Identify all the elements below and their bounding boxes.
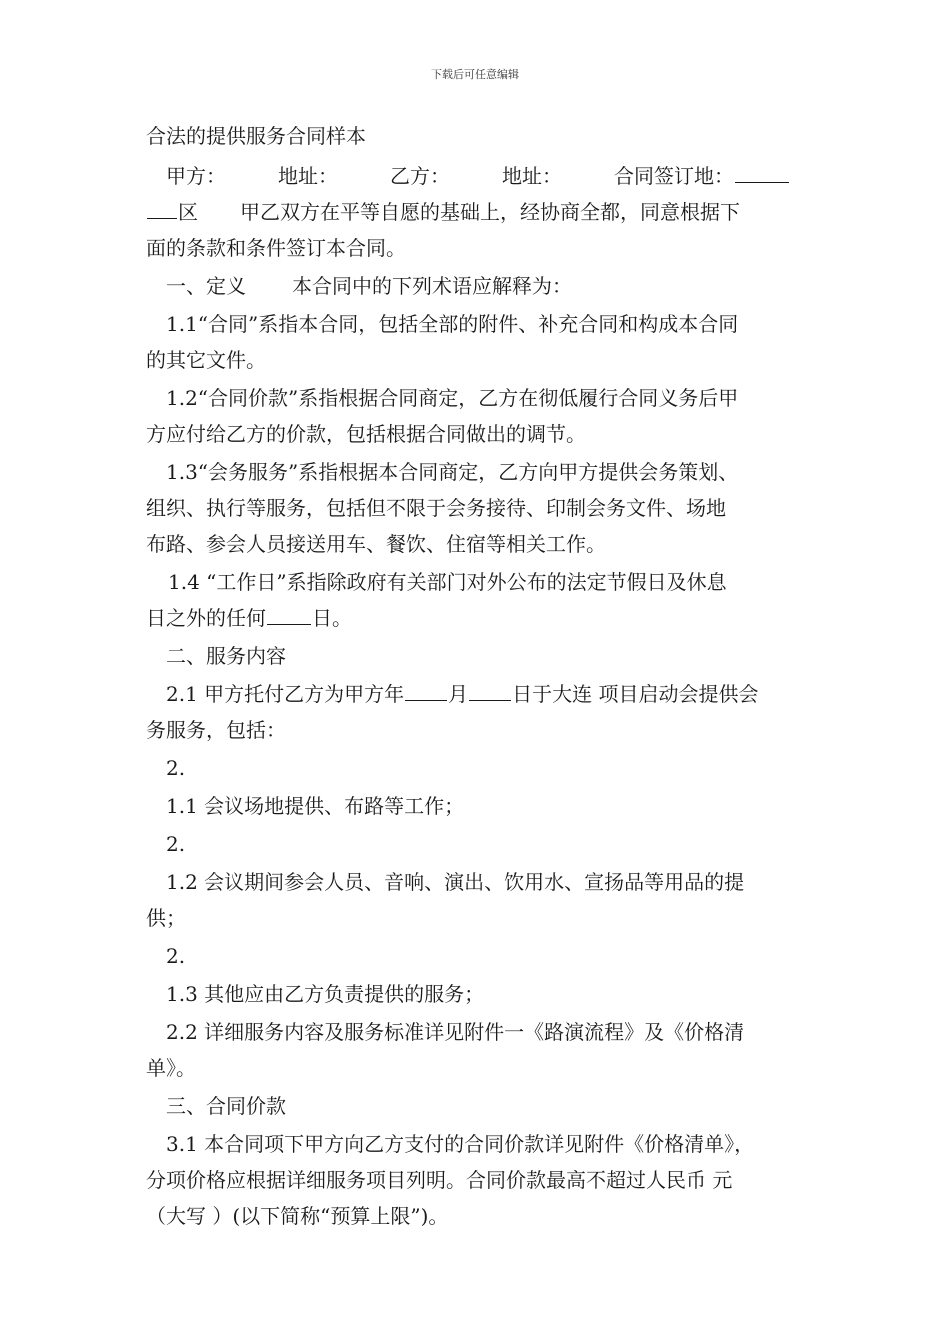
item-number-1: 2. [166, 756, 186, 780]
section1-heading-line [146, 268, 810, 304]
service-2-2: 2.2 详细服务内容及服务标准详见附件一《路演流程》及《价格清 [166, 1020, 745, 1044]
address-label-1: 地址： [278, 164, 338, 188]
item-number-3: 2. [166, 944, 186, 968]
month-blank [405, 680, 447, 701]
definition-1-4: 1.4 “工作日”系指除政府有关部门对外公布的法定节假日及休息 [168, 570, 727, 594]
party-b-label: 乙方： [390, 164, 450, 188]
workday-blank [267, 604, 311, 625]
contract-document [146, 118, 810, 1234]
service-2-2-cont: 单》。 [146, 1056, 196, 1080]
service-2-1-day: 日于大连 项目启动会提供会 [512, 682, 759, 706]
district-label: 区 [178, 200, 198, 224]
section2-heading: 二、服务内容 [166, 644, 286, 668]
sign-place-label: 合同签订地： [614, 164, 734, 188]
service-2-1-cont: 务服务，包括： [146, 718, 286, 742]
definition-1-1-cont: 的其它文件。 [146, 348, 266, 372]
section3-heading: 三、合同价款 [166, 1094, 286, 1118]
preamble-text-2: 面的条款和条件签订本合同。 [146, 236, 406, 260]
item-1-2: 1.2 会议期间参会人员、音响、演出、饮用水、宣扬品等用品的提 [166, 870, 745, 894]
service-2-1-month: 月 [448, 682, 469, 706]
sign-place-blank [735, 162, 789, 183]
price-3-1-cont-2: （大写 ）(以下简称“预算上限”)。 [146, 1204, 449, 1228]
district-blank [147, 198, 177, 219]
definition-1-3: 1.3“会务服务”系指根据本合同商定，乙方向甲方提供会务策划、 [166, 460, 739, 484]
section1-intro: 本合同中的下列术语应解释为： [292, 274, 572, 298]
document-title: 合法的提供服务合同样本 [146, 124, 366, 148]
parties-line [146, 158, 810, 194]
item-1-2-cont: 供； [146, 906, 186, 930]
preamble-line [146, 194, 810, 230]
definition-1-3-cont: 组织、执行等服务，包括但不限于会务接待、印制会务文件、场地 [146, 496, 726, 520]
section1-heading: 一、定义 [166, 274, 246, 298]
item-number-2: 2. [166, 832, 186, 856]
price-3-1: 3.1 本合同项下甲方向乙方支付的合同价款详见附件《价格清单》， [166, 1132, 755, 1156]
definition-1-4-cont [146, 600, 810, 636]
service-2-1 [146, 676, 810, 712]
definition-1-4-cont-text: 日之外的任何 [146, 606, 266, 630]
price-3-1-cont: 分项价格应根据详细服务项目列明。合同价款最高不超过人民币 元 [146, 1168, 733, 1192]
definition-1-2: 1.2“合同价款”系指根据合同商定，乙方在彻低履行合同义务后甲 [166, 386, 739, 410]
page-header-note: 下载后可任意编辑 [431, 68, 519, 81]
party-a-label: 甲方： [166, 164, 226, 188]
definition-1-1: 1.1“合同”系指本合同，包括全部的附件、补充合同和构成本合同 [166, 312, 739, 336]
service-2-1-text: 2.1 甲方托付乙方为甲方年 [166, 682, 405, 706]
item-1-1: 1.1 会议场地提供、布路等工作； [166, 794, 465, 818]
address-label-2: 地址： [502, 164, 562, 188]
definition-1-4-end: 日。 [312, 606, 352, 630]
day-blank [469, 680, 511, 701]
definition-1-2-cont: 方应付给乙方的价款，包括根据合同做出的调节。 [146, 422, 586, 446]
definition-1-3-cont-2: 布路、参会人员接送用车、餐饮、住宿等相关工作。 [146, 532, 606, 556]
preamble-text: 甲乙双方在平等自愿的基础上，经协商全都，同意根据下 [240, 200, 740, 224]
item-1-3: 1.3 其他应由乙方负责提供的服务； [166, 982, 485, 1006]
